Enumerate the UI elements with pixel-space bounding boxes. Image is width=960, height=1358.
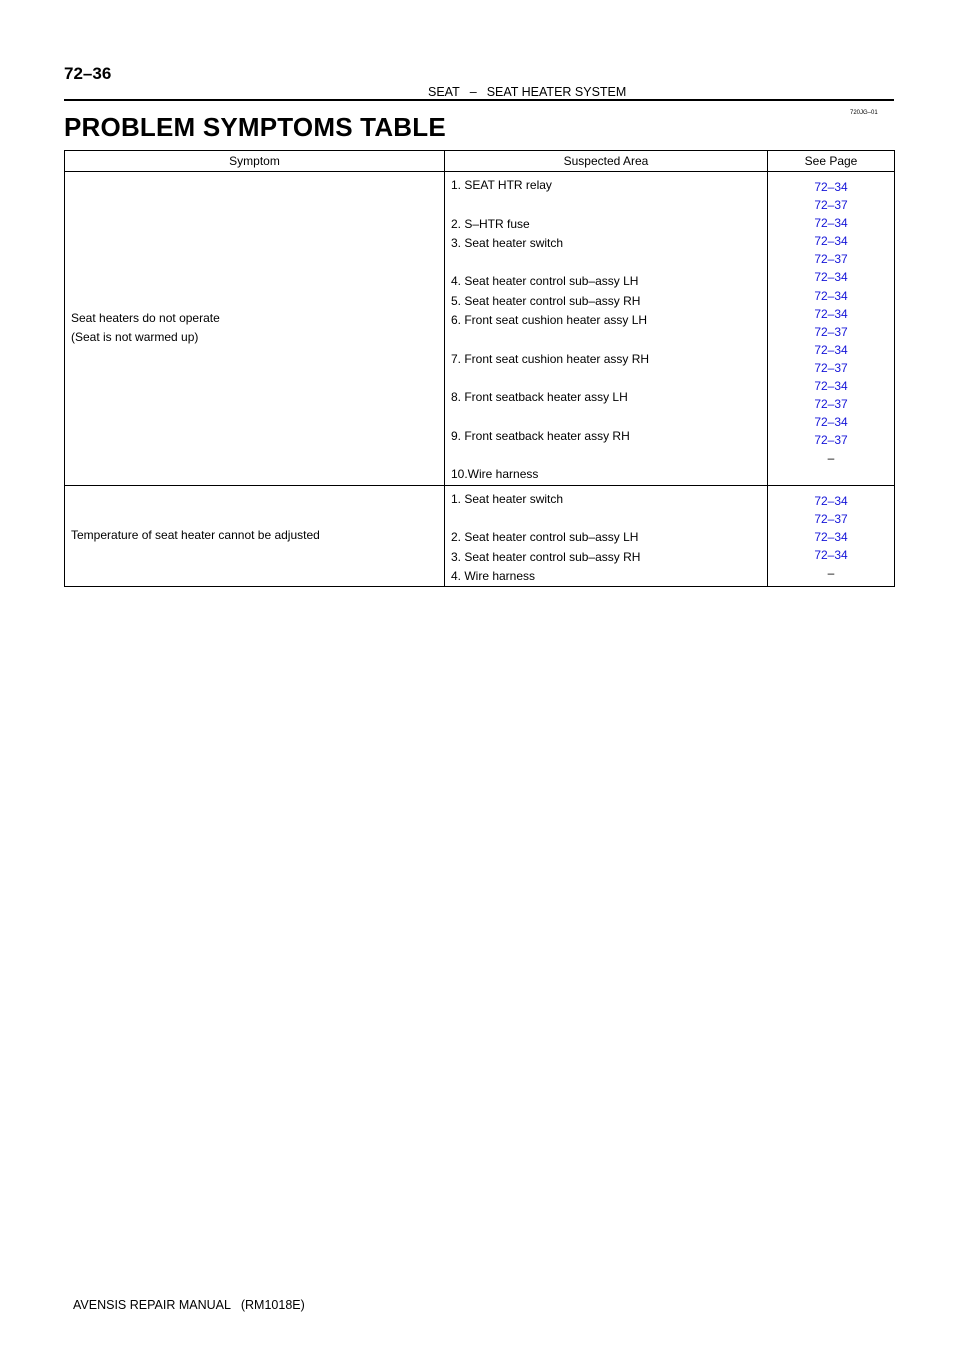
suspected-area-item <box>451 330 767 349</box>
symptom-text: (Seat is not warmed up) <box>71 330 199 345</box>
table-row <box>65 485 895 586</box>
page-reference-link[interactable]: 72–34 <box>814 529 848 544</box>
column-header-suspected-area: Suspected Area <box>445 151 768 172</box>
table-body <box>65 172 895 587</box>
column-header-see-page: See Page <box>768 151 895 172</box>
see-page-cell <box>768 485 895 586</box>
page-reference-link[interactable]: 72–37 <box>814 433 848 448</box>
section-header <box>428 85 626 99</box>
suspected-area-item: 1. Seat heater switch <box>451 491 564 506</box>
page-reference-link[interactable]: 72–37 <box>814 324 848 339</box>
suspected-area-item: 5. Seat heater control sub–assy RH <box>451 293 641 308</box>
table-row <box>65 172 895 486</box>
page-reference-link[interactable]: 72–34 <box>814 379 848 394</box>
section-separator: – <box>469 85 477 99</box>
symptom-cell <box>65 172 445 486</box>
page-number: 72–36 <box>64 64 112 83</box>
suspected-area-item: 9. Front seatback heater assy RH <box>451 428 630 443</box>
page-reference-link[interactable]: 72–37 <box>814 360 848 375</box>
page-title: PROBLEM SYMPTOMS TABLE <box>64 112 446 142</box>
page-reference-link[interactable]: 72–34 <box>814 415 848 430</box>
suspected-area-item <box>451 509 767 528</box>
page-reference-link[interactable]: 72–34 <box>814 342 848 357</box>
problem-symptoms-table <box>64 150 895 587</box>
table-header-row <box>65 151 895 172</box>
page-reference-link[interactable]: 72–34 <box>814 270 848 285</box>
symptom-cell <box>65 485 445 586</box>
suspected-area-item: 4. Wire harness <box>451 568 536 583</box>
suspected-area-item: 1. SEAT HTR relay <box>451 178 552 192</box>
suspected-area-item <box>451 446 767 465</box>
page-reference-link[interactable]: 72–34 <box>814 234 848 249</box>
page-reference-link[interactable]: 72–34 <box>814 493 848 508</box>
page-reference-link[interactable]: 72–37 <box>814 397 848 412</box>
suspected-area-cell <box>445 485 768 586</box>
header-rule <box>64 99 894 101</box>
suspected-area-item: 2. Seat heater control sub–assy LH <box>451 530 639 545</box>
page-reference-link[interactable]: 72–34 <box>814 306 848 321</box>
symptom-text: Temperature of seat heater cannot be adjusted <box>71 528 320 543</box>
page-reference-none: – <box>827 566 835 581</box>
symptom-text: Seat heaters do not operate <box>71 311 220 326</box>
suspected-area-item: 10.Wire harness <box>451 467 539 482</box>
suspected-area-item <box>451 253 767 272</box>
footer-manual-id: AVENSIS REPAIR MANUAL (RM1018E) <box>73 1298 305 1312</box>
suspected-area-item: 7. Front seat cushion heater assy RH <box>451 351 650 366</box>
suspected-area-cell <box>445 172 768 486</box>
page-reference-link[interactable]: 72–34 <box>814 216 848 231</box>
page-reference-link[interactable]: 72–34 <box>814 180 848 194</box>
suspected-area-item <box>451 369 767 388</box>
page-reference-link[interactable]: 72–37 <box>814 511 848 526</box>
suspected-area-item: 4. Seat heater control sub–assy LH <box>451 274 639 289</box>
page-reference-link[interactable]: 72–34 <box>814 548 848 563</box>
suspected-area-item: 6. Front seat cushion heater assy LH <box>451 313 648 328</box>
subsection-name: SEAT HEATER SYSTEM <box>486 85 627 99</box>
suspected-area-item <box>451 408 767 427</box>
page-reference-link[interactable]: 72–37 <box>814 198 848 213</box>
suspected-area-item: 2. S–HTR fuse <box>451 216 530 231</box>
see-page-cell <box>768 172 895 486</box>
document-code: 720JG–01 <box>850 110 878 116</box>
page-reference-none: – <box>827 451 835 466</box>
page-reference-link[interactable]: 72–34 <box>814 288 848 303</box>
suspected-area-item: 3. Seat heater control sub–assy RH <box>451 549 641 564</box>
suspected-area-item: 8. Front seatback heater assy LH <box>451 390 628 405</box>
column-header-symptom: Symptom <box>65 151 445 172</box>
section-name: SEAT <box>428 85 460 99</box>
page-reference-link[interactable]: 72–37 <box>814 252 848 267</box>
suspected-area-item: 3. Seat heater switch <box>451 235 564 250</box>
suspected-area-item <box>451 195 767 214</box>
